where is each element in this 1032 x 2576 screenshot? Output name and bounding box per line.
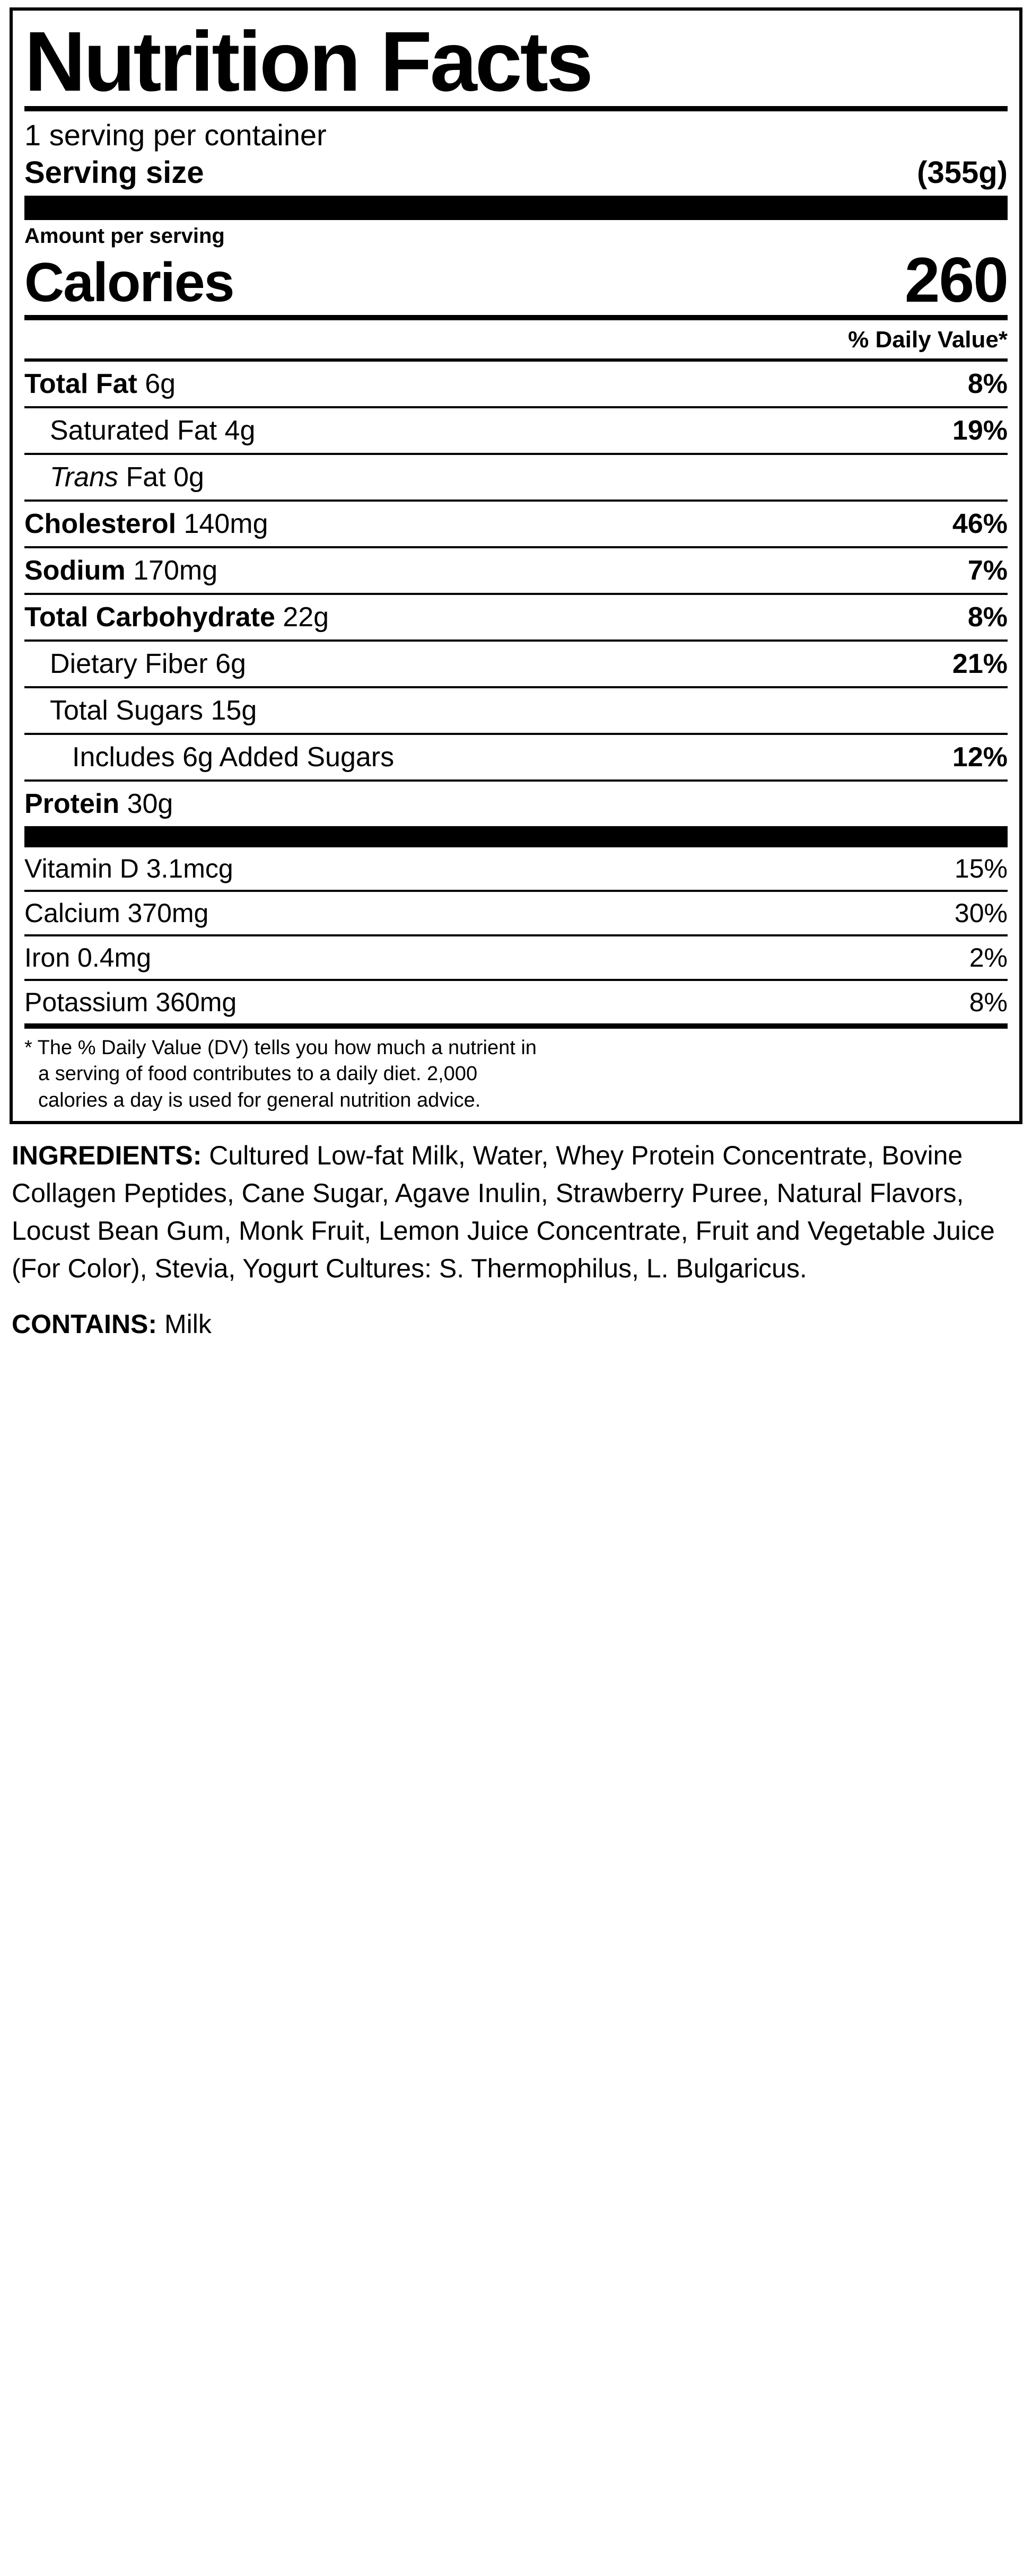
vitamin-name: Iron 0.4mg [24,943,152,972]
nutrient-row-total-fat [24,358,1008,406]
page-title: Nutrition Facts [24,14,591,109]
nutrient-amount: Fat 0g [126,462,204,493]
calories-label: Calories [24,251,234,313]
nutrient-amount: 6g [215,649,246,679]
daily-value-header: % Daily Value* [848,327,1008,353]
nutrient-name: Total Fat [24,369,137,399]
footnote-line-3: calories a day is used for general nutrition advice. [38,1089,481,1111]
servings-per-container: 1 serving per container [24,118,327,152]
vitamin-name: Potassium 360mg [24,987,237,1017]
nutrient-amount: 6g [145,369,176,399]
nutrient-row-saturated-fat [24,406,1008,453]
calories-value: 260 [904,244,1008,316]
nutrient-pct: 21% [952,649,1008,679]
contains-statement [10,1287,1022,1354]
vitamin-pct: 8% [969,987,1008,1017]
vitamin-row-potassium [24,979,1008,1023]
contains-label: CONTAINS: [12,1309,158,1339]
ingredients-text: Cultured Low-fat Milk, Water, Whey Protein Concentrate, Bovine Collagen Peptides, Cane Sugar, Agave Inulin, Strawberry Puree, Natural Flavors, Locust Bean Gum, Monk Fruit, Lemon Juice Concentrate, Fruit and Vegetable Juice (For Color), Stevia, Yogurt Cultures: S. Thermophilus, L. Bulgaricus. [12,1141,995,1284]
nutrient-pct: 8% [967,369,1008,399]
nutrient-name: Includes 6g Added Sugars [72,742,395,773]
serving-size-row [24,155,1008,196]
footnote-line-2: a serving of food contributes to a daily diet. 2,000 [38,1063,478,1085]
nutrient-amount: 140mg [183,509,268,539]
nutrient-name: Protein [24,788,120,819]
serving-size-value: (355g) [917,155,1008,190]
nutrient-pct: 7% [967,555,1008,586]
nutrient-amount: 170mg [133,555,218,586]
vitamin-pct: 2% [969,943,1008,972]
nutrient-name: Trans [50,462,119,493]
nutrient-row-sodium [24,546,1008,593]
nutrient-name: Saturated Fat [50,415,217,446]
ingredients-statement [10,1124,1022,1287]
divider-calories [24,315,1008,320]
vitamin-row-iron [24,934,1008,979]
nutrient-pct: 19% [952,415,1008,446]
nutrient-row-cholesterol [24,500,1008,546]
vitamin-name: Calcium 370mg [24,898,209,928]
serving-size-label: Serving size [24,155,204,190]
ingredients-label: INGREDIENTS: [12,1141,202,1171]
nutrient-amount: 15g [211,695,257,726]
divider-thick-top [24,196,1008,220]
nutrient-pct: 46% [952,509,1008,539]
vitamin-name: Vitamin D 3.1mcg [24,854,233,883]
nutrient-row-protein [24,779,1008,826]
amount-per-serving-label: Amount per serving [24,224,225,248]
vitamin-pct: 30% [954,898,1008,928]
nutrient-pct: 8% [967,602,1008,633]
nutrient-name: Cholesterol [24,509,177,539]
nutrient-pct: 12% [952,742,1008,773]
divider-thick-vitamins [24,826,1008,847]
nutrient-row-trans-fat [24,453,1008,500]
nutrient-name: Total Sugars [50,695,204,726]
nutrition-facts-panel [10,7,1022,1124]
daily-value-footnote [24,1023,1008,1114]
nutrient-name: Dietary Fiber [50,649,208,679]
nutrient-name: Total Carbohydrate [24,602,275,633]
calories-row [24,244,1008,316]
nutrient-row-added-sugars [24,733,1008,779]
vitamin-row-calcium [24,890,1008,934]
nutrient-name: Sodium [24,555,126,586]
contains-text: Milk [157,1309,212,1339]
nutrient-amount: 22g [283,602,329,633]
footnote-line-1: * The % Daily Value (DV) tells you how much a nutrient in [24,1037,537,1059]
nutrient-amount: 30g [127,788,173,819]
vitamin-row-vitamin-d [24,847,1008,890]
nutrient-row-total-sugars [24,686,1008,733]
nutrient-row-total-carbohydrate [24,593,1008,639]
nutrient-row-dietary-fiber [24,639,1008,686]
nutrient-amount: 4g [224,415,256,446]
vitamin-pct: 15% [954,854,1008,883]
